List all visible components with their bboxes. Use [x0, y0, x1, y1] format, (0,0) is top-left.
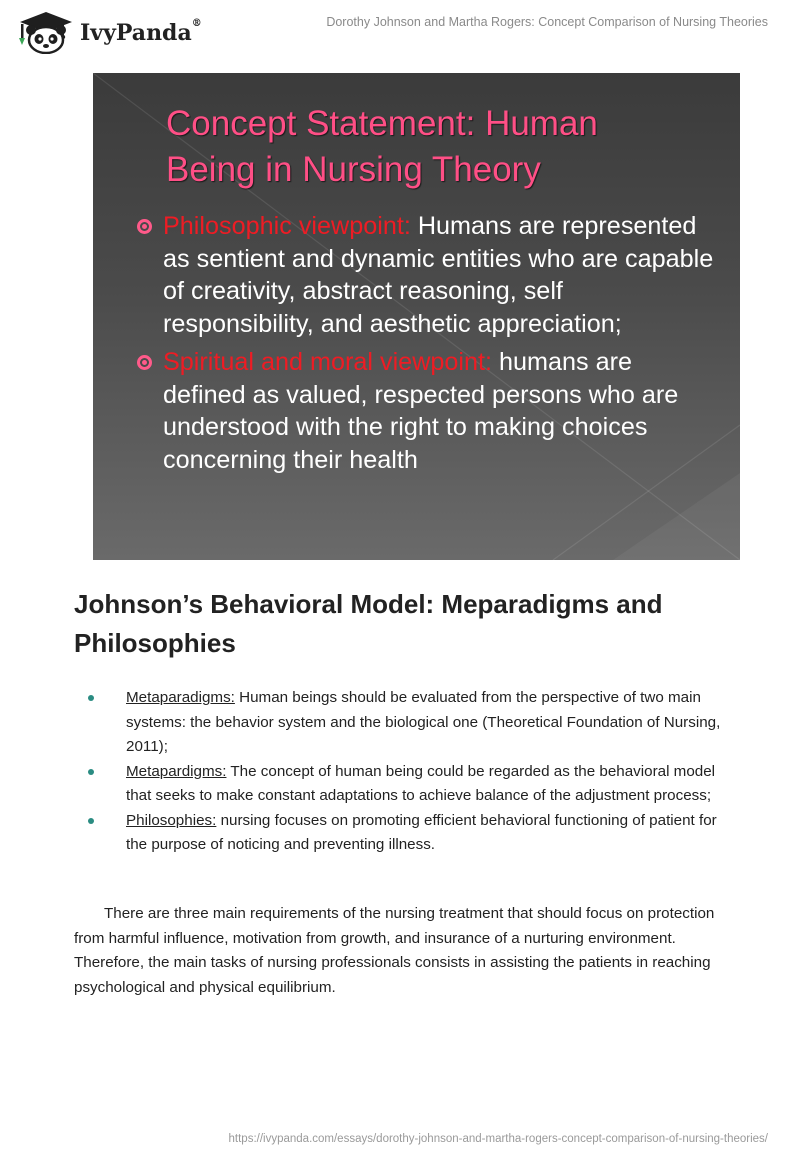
list-item-term: Metaparadigms:	[126, 689, 235, 706]
slide-bullet-term: Philosophic viewpoint:	[163, 212, 411, 240]
page-header	[0, 0, 800, 60]
circle-bullet-icon	[137, 355, 152, 370]
list-item-text: The concept of human being could be regarded as the behavioral model that seeks to make constant adaptations to achieve balance of the adjustment process;	[126, 762, 716, 804]
slide-bullet-text: Humans are represented as sentient and dynamic entities who are capable of creativity, abstract reasoning, self responsibility, and aesthetic appreciation;	[163, 212, 714, 338]
source-url-link[interactable]: https://ivypanda.com/essays/dorothy-johnson-and-martha-rogers-concept-comparison-of-nursing-theories/	[228, 1133, 768, 1145]
bullet-dot-icon	[88, 769, 94, 775]
logo[interactable]	[18, 10, 202, 54]
list-item-text: Human beings should be evaluated from the perspective of two main systems: the behavior system and the biological one (Theoretical Foundation of Nursing, 2011);	[126, 689, 721, 755]
slide-bullet-list	[137, 210, 717, 482]
slide-bullet-term: Spiritual and moral viewpoint:	[163, 348, 492, 376]
brand-name: IvyPanda®	[80, 18, 202, 46]
slide-bullet-item	[137, 346, 717, 476]
list-item	[86, 686, 736, 760]
slide-bullet-item	[137, 210, 717, 340]
list-item-text: nursing focuses on promoting efficient behavioral functioning of patient for the purpose of noticing and preventing illness.	[126, 811, 717, 853]
document-title: Dorothy Johnson and Martha Rogers: Concept Comparison of Nursing Theories	[326, 15, 768, 29]
list-item	[86, 760, 736, 809]
bullet-dot-icon	[88, 695, 94, 701]
slide-title: Concept Statement: Human Being in Nursing Theory	[166, 104, 598, 189]
circle-bullet-icon	[137, 219, 152, 234]
list-item-term: Philosophies:	[126, 811, 217, 829]
slide-bullet-text: humans are defined as valued, respected persons who are understood with the right to making choices concerning their health	[163, 348, 679, 474]
bullet-dot-icon	[88, 818, 94, 824]
bullet-list	[86, 686, 736, 858]
slide-image	[93, 73, 740, 560]
registered-mark: ®	[191, 18, 202, 29]
body-paragraph: There are three main requirements of the nursing treatment that should focus on protection from harmful influence, motivation from growth, and insurance of a nurturing environment. Therefore, the main tasks of nursing professionals consists in assisting the patients in reaching psychological and physical equilibrium.	[74, 905, 715, 996]
panda-graduate-icon	[18, 10, 74, 54]
section-heading: Johnson’s Behavioral Model: Meparadigms and Philosophies	[74, 589, 663, 658]
list-item	[86, 809, 736, 858]
list-item-term: Metapardigms:	[126, 762, 227, 780]
